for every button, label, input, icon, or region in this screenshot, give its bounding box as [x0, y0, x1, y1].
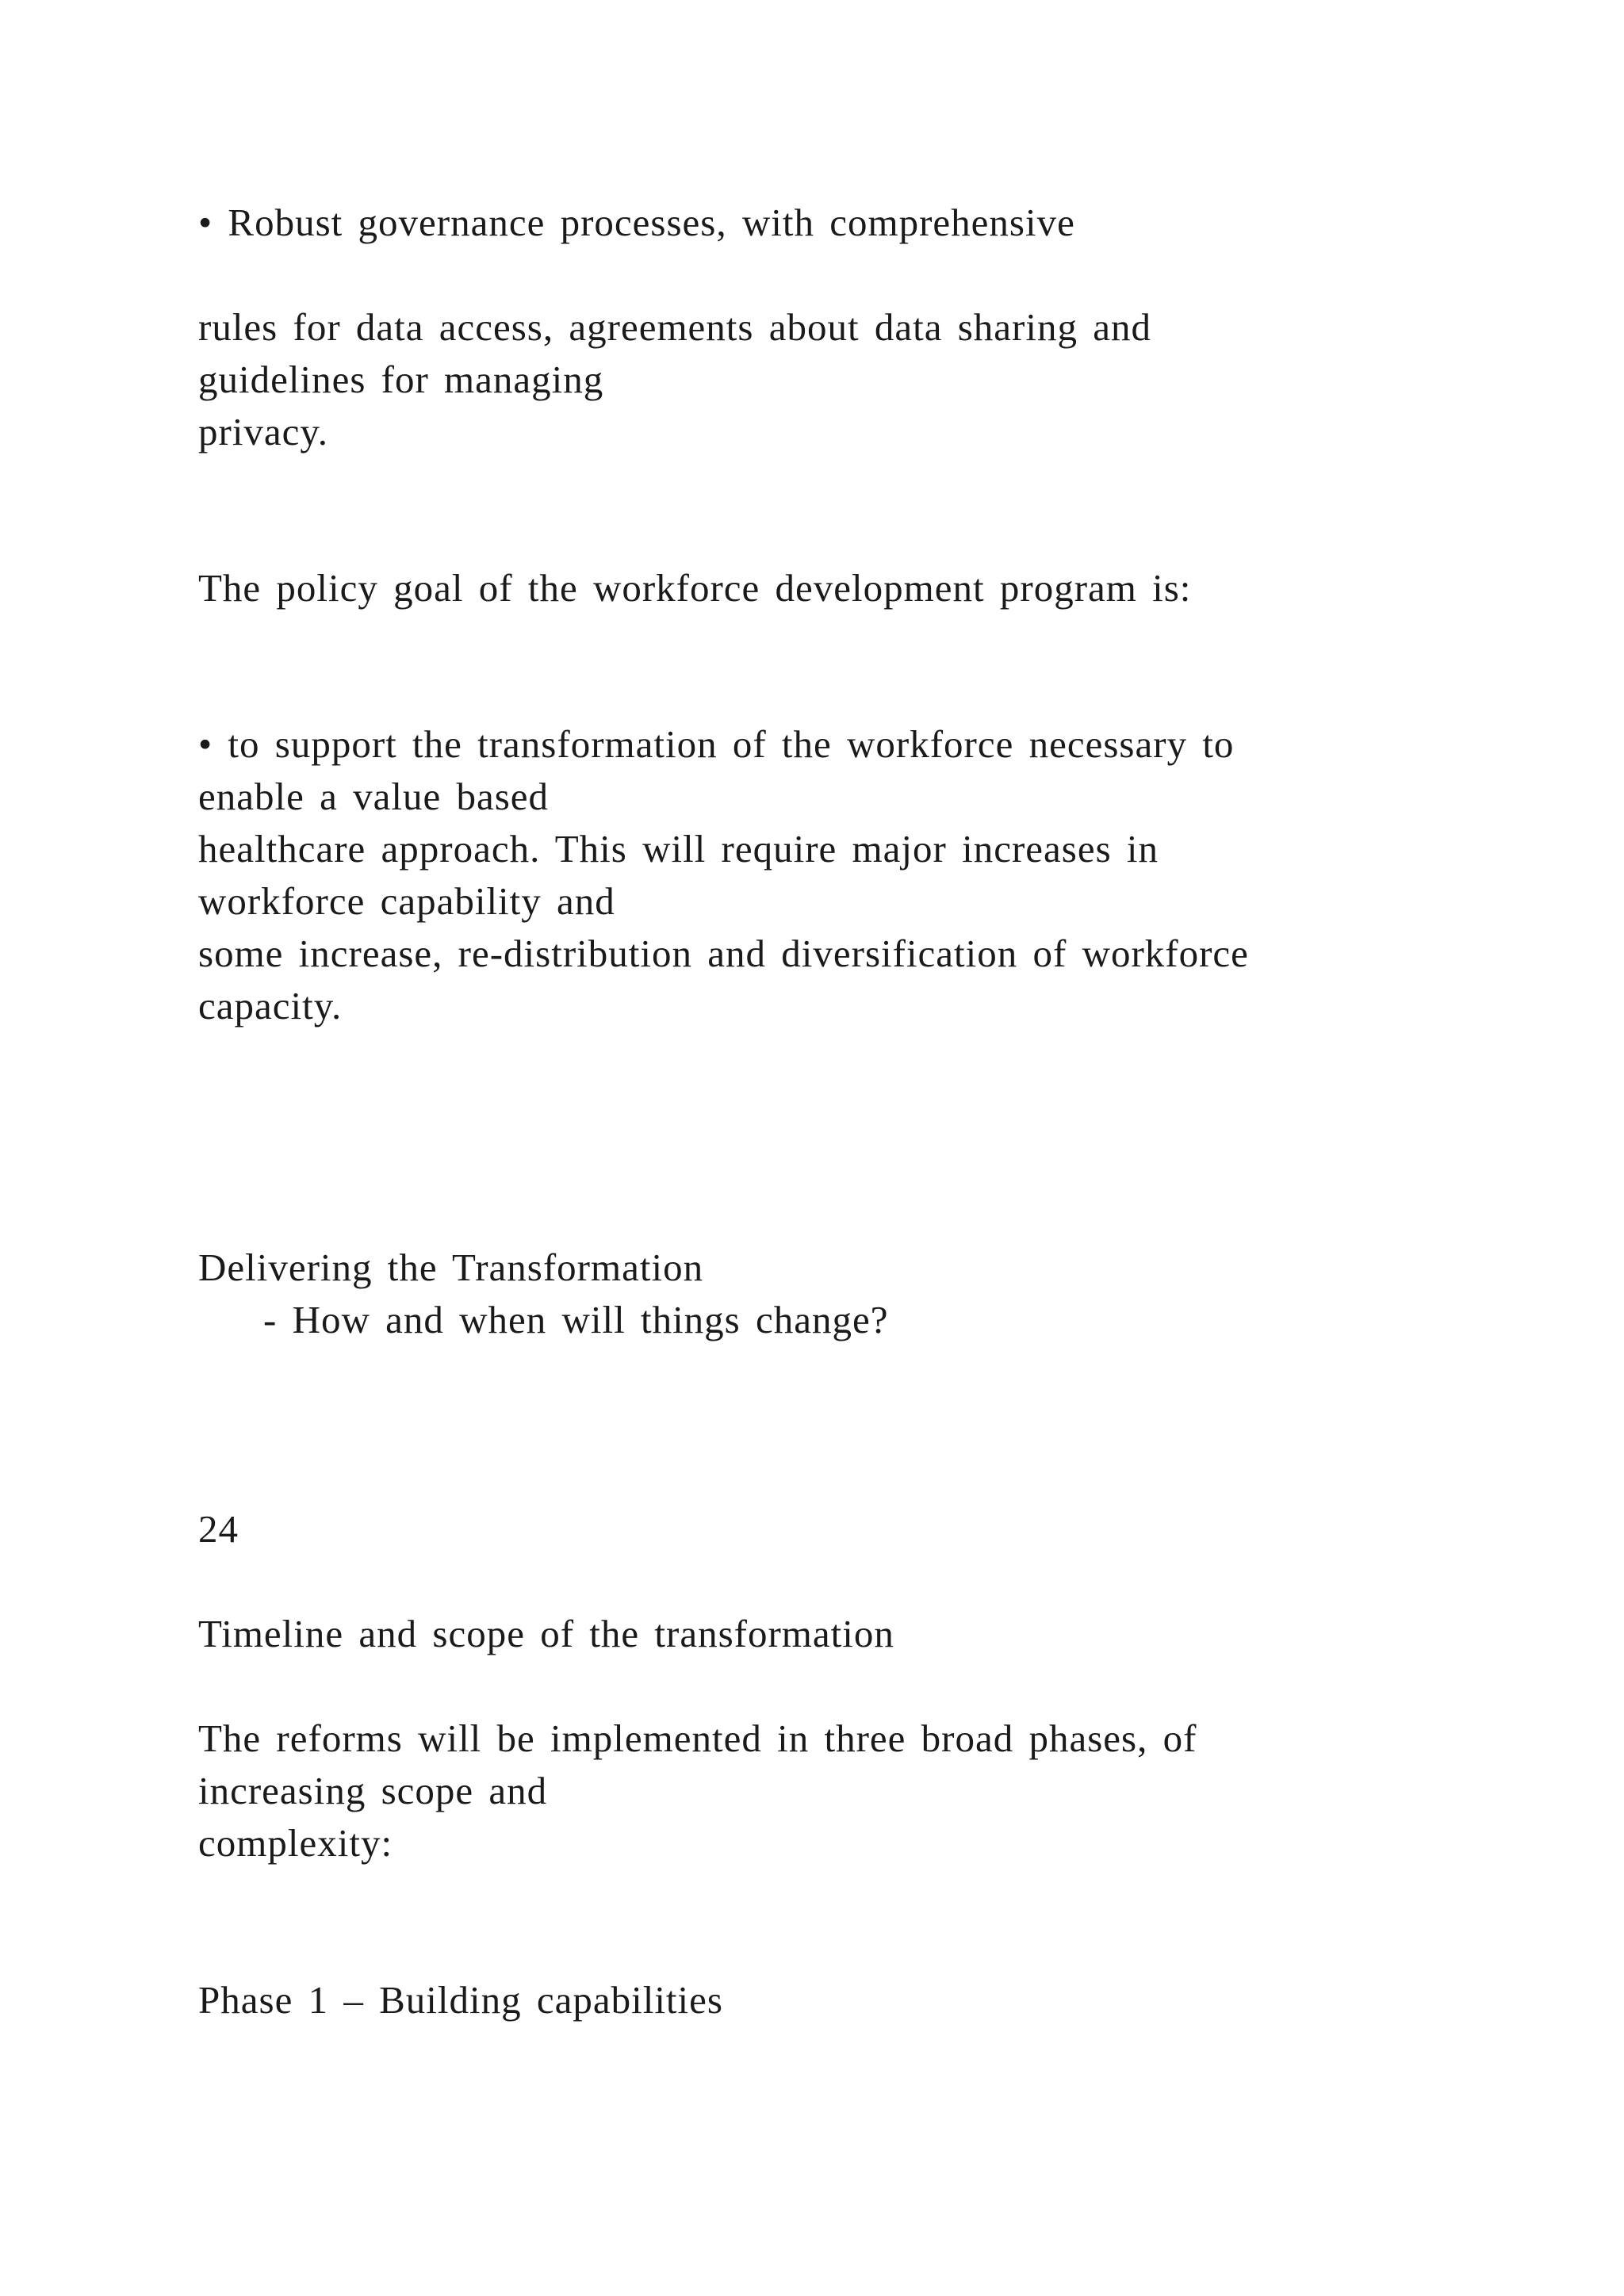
section-subheading: - How and when will things change? [263, 1298, 889, 1341]
bullet-workforce: • to support the transformation of the workforce necessary to [198, 722, 1235, 766]
body-line: workforce capability and [198, 879, 615, 923]
page-number: 24 [198, 1507, 239, 1551]
section-heading: Delivering the Transformation [198, 1246, 704, 1289]
body-line: privacy. [198, 410, 328, 453]
phase-heading: Phase 1 – Building capabilities [198, 1978, 723, 2022]
body-line: guidelines for managing [198, 358, 604, 401]
bullet-governance: • Robust governance processes, with comprehensive [198, 201, 1075, 244]
body-line: some increase, re-distribution and diversification of workforce [198, 932, 1249, 975]
subsection-heading: Timeline and scope of the transformation [198, 1612, 894, 1655]
body-line: rules for data access, agreements about data sharing and [198, 305, 1151, 349]
body-line: The reforms will be implemented in three broad phases, of [198, 1716, 1197, 1760]
body-line: capacity. [198, 984, 343, 1027]
body-line: healthcare approach. This will require major increases in [198, 827, 1159, 871]
policy-goal-intro: The policy goal of the workforce development program is: [198, 566, 1192, 610]
body-line: increasing scope and [198, 1769, 548, 1812]
body-line: enable a value based [198, 775, 550, 818]
body-line: complexity: [198, 1821, 393, 1865]
